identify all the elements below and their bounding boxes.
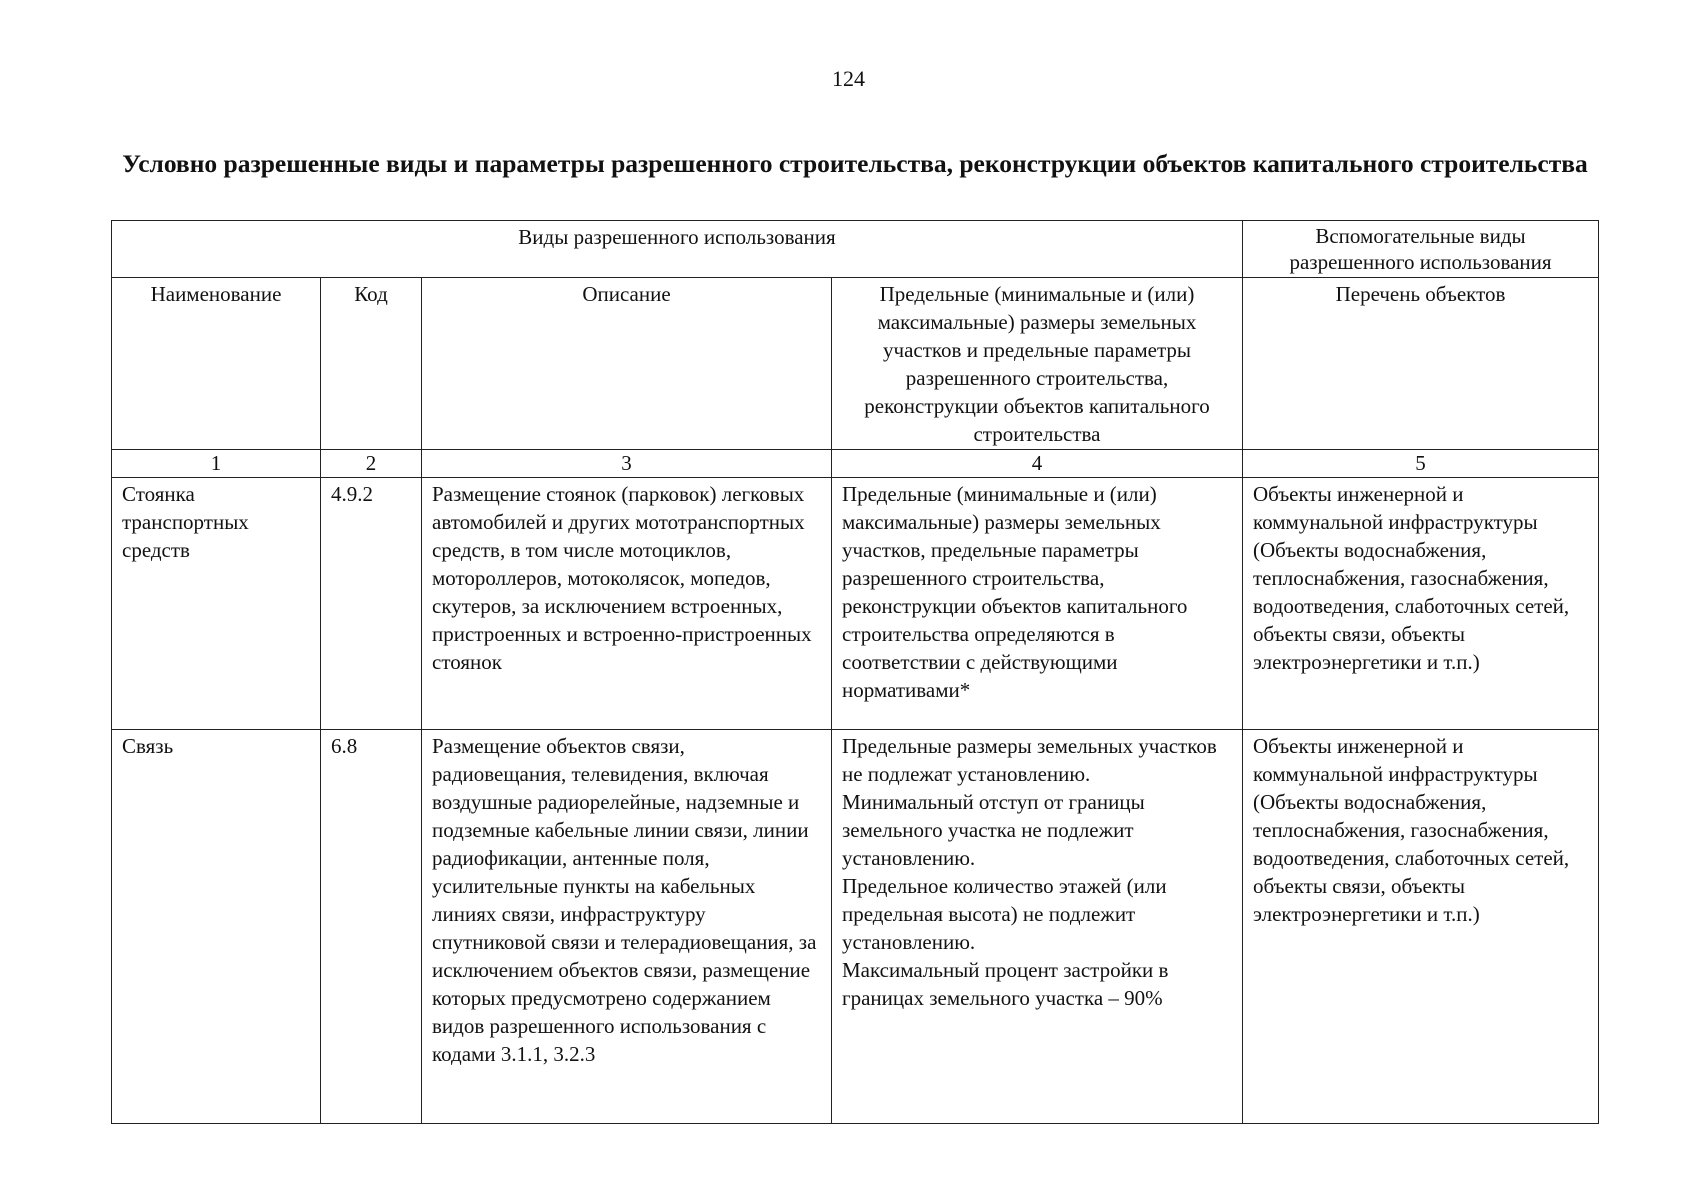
group-header-main: Виды разрешенного использования — [112, 221, 1243, 278]
group-header-aux: Вспомогательные виды разрешенного использования — [1243, 221, 1599, 278]
column-header-name: Наименование — [112, 278, 321, 450]
row-code: 6.8 — [321, 730, 422, 1124]
row-name: Стоянка транспортных средств — [112, 478, 321, 730]
page-number: 124 — [832, 66, 865, 91]
column-number: 2 — [321, 450, 422, 478]
table-row — [112, 730, 1599, 1124]
row-objects: Объекты инженерной и коммунальной инфраструктуры (Объекты водоснабжения, теплоснабжения, газоснабжения, водоотведения, слаботочных сетей, объекты связи, объекты электроэнергетики и т.п.) — [1243, 730, 1599, 1124]
row-description: Размещение стоянок (парковок) легковых автомобилей и других мототранспортных средств, в том числе мотоциклов, мотороллеров, мотоколясок, мопедов, скутеров, за исключением встроенных, пристроенных и встроенно-пристроенных стоянок — [422, 478, 832, 730]
column-number: 3 — [422, 450, 832, 478]
table-row — [112, 478, 1599, 730]
column-number: 5 — [1243, 450, 1599, 478]
row-params: Предельные размеры земельных участков не подлежат установлению. Минимальный отступ от границы земельного участка не подлежит установлению. Предельное количество этажей (или предельная высота) не подлежит установлению. Максимальный процент застройки в границах земельного участка – 90% — [832, 730, 1243, 1124]
column-header-description: Описание — [422, 278, 832, 450]
row-params: Предельные (минимальные и (или) максимальные) размеры земельных участков, предельные параметры разрешенного строительства, реконструкции объектов капитального строительства определяются в соответствии с действующими нормативами* — [832, 478, 1243, 730]
row-code: 4.9.2 — [321, 478, 422, 730]
column-header-code: Код — [321, 278, 422, 450]
document-title: Условно разрешенные виды и параметры разрешенного строительства, реконструкции объектов капитального строительства — [122, 149, 1588, 178]
column-header-objects: Перечень объектов — [1243, 278, 1599, 450]
permitted-use-table — [111, 220, 1599, 1124]
row-description: Размещение объектов связи, радиовещания, телевидения, включая воздушные радиорелейные, надземные и подземные кабельные линии связи, линии радиофикации, антенные поля, усилительные пункты на кабельных линиях связи, инфраструктуру спутниковой связи и телерадиовещания, за исключением объектов связи, размещение которых предусмотрено содержанием видов разрешенного использования с кодами 3.1.1, 3.2.3 — [422, 730, 832, 1124]
column-header-params: Предельные (минимальные и (или) максимальные) размеры земельных участков и предельные параметры разрешенного строительства, реконструкции объектов капитального строительства — [832, 278, 1243, 450]
row-name: Связь — [112, 730, 321, 1124]
column-number-row — [112, 450, 1599, 478]
column-number: 1 — [112, 450, 321, 478]
column-header-row — [112, 278, 1599, 450]
column-number: 4 — [832, 450, 1243, 478]
row-objects: Объекты инженерной и коммунальной инфраструктуры (Объекты водоснабжения, теплоснабжения, газоснабжения, водоотведения, слаботочных сетей, объекты связи, объекты электроэнергетики и т.п.) — [1243, 478, 1599, 730]
group-header-row — [112, 221, 1599, 278]
